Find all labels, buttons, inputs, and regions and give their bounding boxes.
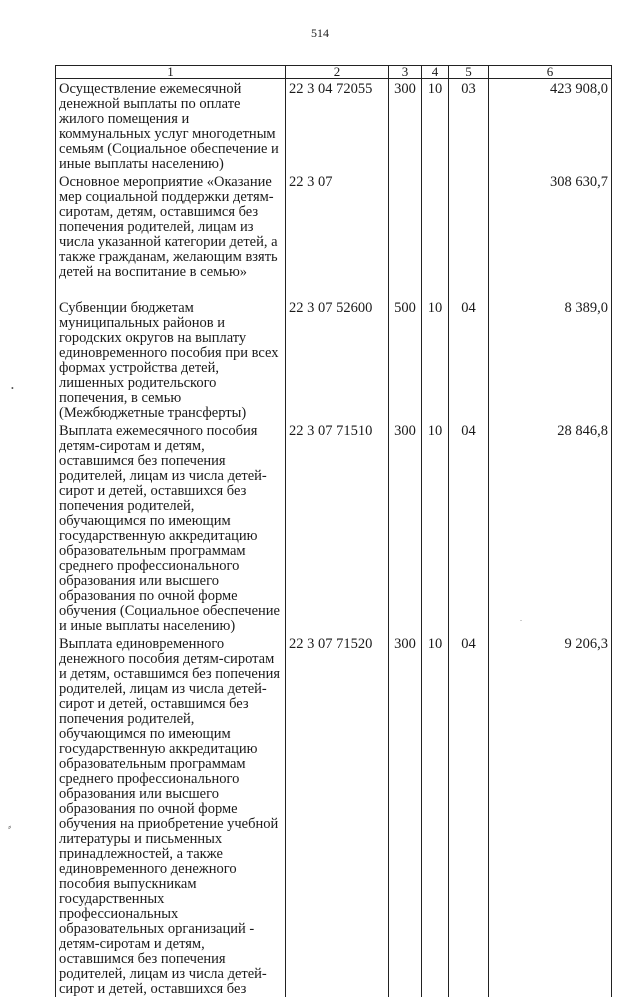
table-row <box>56 298 612 421</box>
table-row <box>56 421 612 634</box>
row-description: Выплата ежемесячного пособия детям-сиротам и детям, оставшимся без попечения родителей, лицам из числа детей-сирот и детей, оставшихся без попечения родителей, обучающимся по имеющим государственную аккредитацию образовательным программам среднего профессионального образования или высшего образования по очной форме обучения (Социальное обеспечение и иные выплаты населению) <box>56 421 286 634</box>
margin-scribble: ⸗ <box>8 822 12 833</box>
row-subsection: 04 <box>449 421 489 634</box>
row-target-code: 22 3 07 71520 <box>286 634 389 997</box>
row-subsection: 04 <box>449 298 489 421</box>
row-section <box>422 172 449 298</box>
row-description: Выплата единовременного денежного пособия детям-сиротам и детям, оставшимся без попечения родителей, лицам из числа детей-сирот и детей, оставшимся без попечения родителей, обучающимся по имеющим государственную аккредитацию образовательным программам среднего профессионального образования или высшего образования по очной форме обучения на приобретение учебной литературы и письменных принадлежностей, а также единовременного денежного пособия выпускникам государственных профессиональных образовательных организаций - детям-сиротам и детям, оставшимся без попечения родителей, лицам из числа детей-сирот и детей, оставшихся без <box>56 634 286 997</box>
row-amount: 308 630,7 <box>489 172 612 298</box>
col-header-1: 1 <box>56 66 286 79</box>
row-description: Субвенции бюджетам муниципальных районов и городских округов на выплату единовременного пособия при всех формах устройства детей, лишенных родительского попечения, в семью (Межбюджетные трансферты) <box>56 298 286 421</box>
row-expense-type: 300 <box>389 421 422 634</box>
col-header-5: 5 <box>449 66 489 79</box>
row-expense-type: 300 <box>389 79 422 173</box>
margin-bullet: • <box>11 384 14 393</box>
row-amount: 9 206,3 <box>489 634 612 997</box>
row-expense-type <box>389 172 422 298</box>
row-expense-type: 300 <box>389 634 422 997</box>
margin-dot: - <box>520 618 522 624</box>
row-subsection: 04 <box>449 634 489 997</box>
row-expense-type: 500 <box>389 298 422 421</box>
col-header-2: 2 <box>286 66 389 79</box>
row-section: 10 <box>422 634 449 997</box>
row-subsection: 03 <box>449 79 489 173</box>
row-amount: 28 846,8 <box>489 421 612 634</box>
row-amount: 8 389,0 <box>489 298 612 421</box>
table-header-row <box>56 66 612 79</box>
row-target-code: 22 3 07 52600 <box>286 298 389 421</box>
budget-table <box>55 65 612 997</box>
row-section: 10 <box>422 421 449 634</box>
row-description: Осуществление ежемесячной денежной выплаты по оплате жилого помещения и коммунальных услуг многодетным семьям (Социальное обеспечение и иные выплаты населению) <box>56 79 286 173</box>
table-row <box>56 79 612 173</box>
col-header-4: 4 <box>422 66 449 79</box>
table-row <box>56 172 612 298</box>
row-section: 10 <box>422 79 449 173</box>
col-header-6: 6 <box>489 66 612 79</box>
row-target-code: 22 3 07 <box>286 172 389 298</box>
row-target-code: 22 3 07 71510 <box>286 421 389 634</box>
row-subsection <box>449 172 489 298</box>
row-target-code: 22 3 04 72055 <box>286 79 389 173</box>
row-amount: 423 908,0 <box>489 79 612 173</box>
row-description: Основное мероприятие «Оказание мер социальной поддержки детям-сиротам, детям, оставшимся без попечения родителей, лицам из числа указанной категории детей, а также гражданам, желающим взять детей на воспитание в семью» <box>56 172 286 298</box>
row-section: 10 <box>422 298 449 421</box>
col-header-3: 3 <box>389 66 422 79</box>
table-row <box>56 634 612 997</box>
page-number: 514 <box>311 26 329 40</box>
